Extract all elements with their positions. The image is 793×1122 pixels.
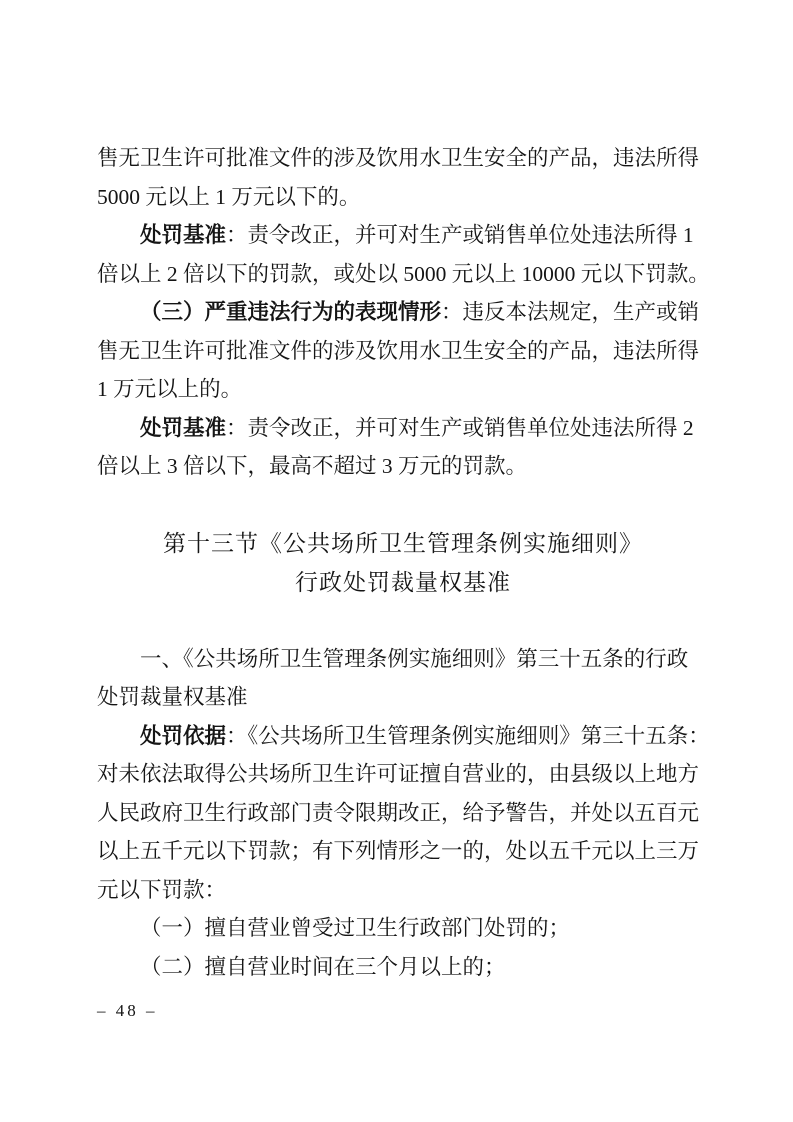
text-line [97,563,709,602]
text-run: （二）擅自营业时间在三个月以上的； [140,954,506,979]
text-run: ：违反本法规定，生产或销 [441,300,700,324]
text-run: 第十三节《公共场所卫生管理条例实施细则》 [163,530,643,556]
text-line [97,255,709,294]
text-run: （一）擅自营业曾受过卫生行政部门处罚的； [140,916,571,940]
bold-run: 处罚基准 [140,415,227,440]
text-line [97,832,709,871]
text-line [97,948,709,987]
text-run: 售无卫生许可批准文件的涉及饮用水卫生安全的产品，违法所得 [97,338,700,363]
document-lines [97,139,709,986]
text-line [97,370,709,409]
text-line [97,139,709,178]
text-run: ：责令改正，并可对生产或销售单位处违法所得 2 [226,415,694,440]
text-line [97,524,709,563]
text-run: 行政处罚裁量权基准 [295,568,511,595]
text-line [97,678,709,717]
blank-line [97,486,709,525]
page-number: – 48 – [97,1001,158,1020]
text-run: 售无卫生许可批准文件的涉及饮用水卫生安全的产品，违法所得 [97,146,700,170]
text-line [97,640,709,679]
text-run: 1 万元以上的。 [97,377,243,401]
bold-run: （三）严重违法行为的表现情形 [140,300,442,324]
text-run: ：责令改正，并可对生产或销售单位处违法所得 1 [226,223,694,247]
text-line [97,332,709,371]
text-run: 一、《公共场所卫生管理条例实施细则》第三十五条的行政 [140,646,689,671]
text-line [97,178,709,217]
bold-run: 处罚依据 [140,723,227,748]
blank-line [97,601,709,640]
text-line [97,871,709,910]
text-line [97,216,709,255]
text-run: 对未依法取得公共场所卫生许可证擅自营业的，由县级以上地方 [97,762,700,786]
text-run: 处罚裁量权基准 [97,685,248,709]
text-run: 人民政府卫生行政部门责令限期改正，给予警告，并处以五百元 [97,800,700,825]
text-line [97,794,709,833]
text-run: 倍以上 3 倍以下，最高不超过 3 万元的罚款。 [97,454,528,478]
text-line [97,909,709,948]
text-run: ：《公共场所卫生管理条例实施细则》第三十五条： [226,723,710,748]
text-line [97,293,709,332]
text-run: 5000 元以上 1 万元以下的。 [97,184,361,209]
text-line [97,447,709,486]
text-line [97,755,709,794]
text-line [97,717,709,756]
text-line [97,409,709,448]
text-run: 倍以上 2 倍以下的罚款，或处以 5000 元以上 10000 元以下罚款。 [97,261,710,286]
bold-run: 处罚基准 [140,223,227,247]
text-run: 以上五千元以下罚款；有下列情形之一的，处以五千元以上三万 [97,839,700,863]
text-run: 元以下罚款： [97,877,227,902]
